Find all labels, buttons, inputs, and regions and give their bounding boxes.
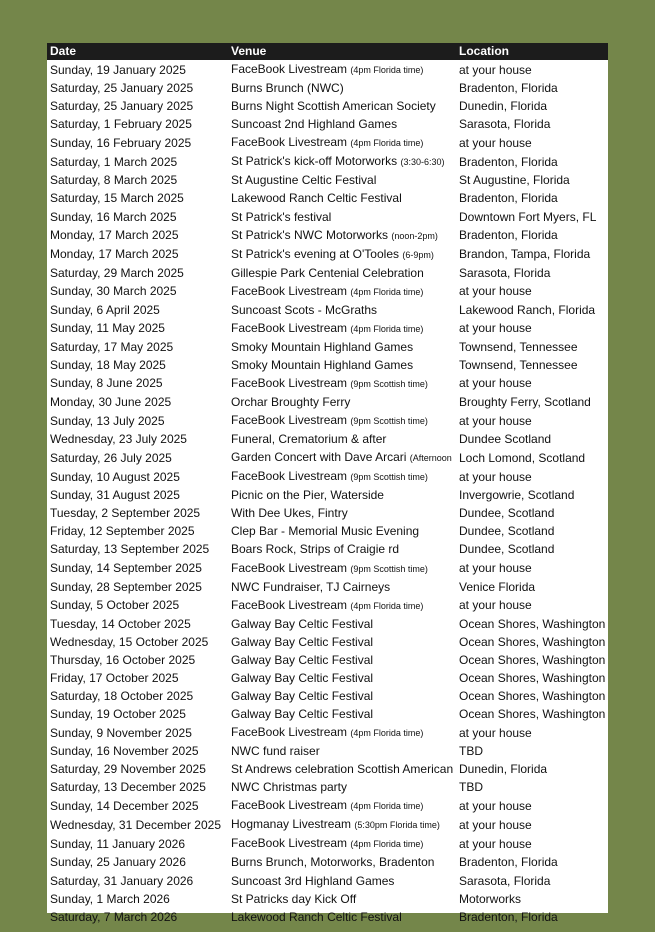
- venue-text: Hogmanay Livestream: [231, 817, 352, 832]
- cell-location: Bradenton, Florida: [459, 191, 558, 206]
- table-row: [47, 245, 608, 264]
- table-row: [47, 705, 608, 723]
- cell-location: Venice Florida: [459, 579, 536, 594]
- cell-venue: [228, 890, 456, 908]
- venue-text: FaceBook Livestream: [231, 798, 348, 813]
- cell-date: Sunday, 16 February 2025: [50, 135, 192, 150]
- header-venue: Venue: [231, 44, 267, 58]
- cell-venue: [228, 115, 456, 133]
- cell-date: Sunday, 11 May 2025: [50, 321, 165, 336]
- cell-location: Downtown Fort Myers, FL: [459, 209, 597, 224]
- cell-venue: [228, 578, 456, 596]
- venue-text: Burns Brunch (NWC): [231, 81, 344, 96]
- cell-location: at your house: [459, 321, 532, 336]
- cell-location: at your house: [459, 376, 532, 391]
- cell-date: Sunday, 16 March 2025: [50, 209, 177, 224]
- table-row: [47, 282, 608, 301]
- table-row: [47, 115, 608, 133]
- schedule-sheet: [47, 43, 608, 924]
- venue-text: Smoky Mountain Highland Games: [231, 339, 414, 354]
- cell-date: Thursday, 16 October 2025: [50, 652, 196, 667]
- cell-location: Ocean Shores, Washington: [459, 652, 606, 667]
- cell-venue: [228, 264, 456, 282]
- cell-date: Monday, 17 March 2025: [50, 247, 179, 262]
- table-header: [47, 43, 608, 60]
- venue-text: St Patrick's festival: [231, 209, 332, 224]
- cell-location: TBD: [459, 744, 483, 759]
- table-row: [47, 742, 608, 760]
- cell-venue: [228, 834, 456, 853]
- venue-time-note: (9pm Scottish time): [350, 472, 428, 483]
- cell-venue: [228, 319, 456, 338]
- table-row: [47, 133, 608, 152]
- cell-date: Tuesday, 2 September 2025: [50, 506, 201, 521]
- cell-venue: [228, 633, 456, 651]
- cell-venue: [228, 815, 456, 834]
- venue-text: FaceBook Livestream: [231, 135, 348, 150]
- cell-date: Sunday, 30 March 2025: [50, 284, 177, 299]
- cell-venue: [228, 687, 456, 705]
- table-row: [47, 319, 608, 338]
- table-row: [47, 60, 608, 79]
- header-date: Date: [50, 44, 77, 58]
- cell-venue: [228, 152, 456, 171]
- venue-text: NWC Christmas party: [231, 780, 348, 795]
- cell-location: Sarasota, Florida: [459, 117, 551, 132]
- cell-date: Sunday, 16 November 2025: [50, 744, 199, 759]
- cell-venue: [228, 559, 456, 578]
- table-row: [47, 97, 608, 115]
- venue-text: Galway Bay Celtic Festival: [231, 689, 374, 704]
- venue-time-note: (4pm Florida time): [350, 600, 424, 611]
- venue-text: With Dee Ukes, Fintry: [231, 506, 348, 521]
- cell-venue: [228, 171, 456, 189]
- cell-venue: [228, 669, 456, 687]
- cell-location: Dundee, Scotland: [459, 542, 555, 557]
- cell-location: Townsend, Tennessee: [459, 339, 578, 354]
- cell-date: Sunday, 9 November 2025: [50, 725, 192, 740]
- cell-venue: [228, 760, 456, 778]
- cell-date: Sunday, 14 December 2025: [50, 798, 199, 813]
- venue-text: NWC Fundraiser, TJ Cairneys: [231, 579, 391, 594]
- table-row: [47, 522, 608, 540]
- schedule-table: [47, 43, 608, 926]
- cell-date: Sunday, 14 September 2025: [50, 561, 202, 575]
- cell-location: Dundee Scotland: [459, 432, 552, 447]
- cell-location: Townsend, Tennessee: [459, 357, 578, 372]
- venue-text: Suncoast 3rd Highland Games: [231, 873, 395, 888]
- cell-venue: [228, 615, 456, 633]
- table-row: [47, 834, 608, 853]
- cell-date: Wednesday, 15 October 2025: [50, 634, 209, 649]
- cell-location: Loch Lomond, Scotland: [459, 450, 586, 465]
- cell-location: Bradenton, Florida: [459, 909, 558, 924]
- cell-location: at your house: [459, 135, 532, 150]
- cell-date: Saturday, 29 March 2025: [50, 265, 184, 280]
- cell-date: Saturday, 18 October 2025: [50, 689, 194, 704]
- table-row: [47, 430, 608, 448]
- venue-text: Clep Bar - Memorial Music Evening: [231, 524, 420, 539]
- cell-location: Invergowrie, Scotland: [459, 488, 575, 503]
- venue-time-note: (4pm Florida time): [350, 323, 424, 334]
- table-row: [47, 578, 608, 596]
- cell-venue: [228, 705, 456, 723]
- cell-date: Monday, 30 June 2025: [50, 394, 172, 409]
- venue-text: Garden Concert with Dave Arcari: [231, 450, 407, 465]
- cell-date: Sunday, 11 January 2026: [50, 836, 185, 851]
- cell-date: Wednesday, 23 July 2025: [50, 432, 187, 447]
- cell-date: Sunday, 19 January 2025: [50, 62, 186, 77]
- cell-location: Ocean Shores, Washington: [459, 616, 606, 631]
- cell-venue: [228, 207, 456, 225]
- venue-text: Gillespie Park Centenial Celebration: [231, 265, 424, 280]
- table-row: [47, 796, 608, 815]
- cell-date: Monday, 17 March 2025: [50, 228, 179, 243]
- table-row: [47, 411, 608, 430]
- cell-venue: [228, 301, 456, 319]
- cell-date: Saturday, 17 May 2025: [50, 339, 174, 354]
- cell-location: Brandon, Tampa, Florida: [459, 247, 591, 262]
- cell-venue: [228, 467, 456, 486]
- venue-text: Galway Bay Celtic Festival: [231, 707, 374, 722]
- venue-text: Galway Bay Celtic Festival: [231, 634, 374, 649]
- table-row: [47, 207, 608, 225]
- cell-venue: [228, 723, 456, 742]
- cell-location: Ocean Shores, Washington: [459, 707, 606, 722]
- table-row: [47, 615, 608, 633]
- venue-text: Picnic on the Pier, Waterside: [231, 488, 384, 503]
- cell-venue: [228, 282, 456, 301]
- cell-venue: [228, 338, 456, 356]
- cell-location: Broughty Ferry, Scotland: [459, 394, 591, 409]
- venue-time-note: (9pm Scottish time): [350, 378, 428, 389]
- cell-location: Ocean Shores, Washington: [459, 670, 606, 685]
- cell-venue: [228, 189, 456, 207]
- cell-location: at your house: [459, 817, 532, 832]
- cell-location: at your house: [459, 469, 532, 484]
- cell-date: Sunday, 5 October 2025: [50, 598, 180, 613]
- cell-venue: [228, 742, 456, 760]
- venue-text: Suncoast 2nd Highland Games: [231, 117, 398, 132]
- table-row: [47, 226, 608, 245]
- table-row: [47, 890, 608, 908]
- cell-location: Ocean Shores, Washington: [459, 634, 606, 649]
- table-row: [47, 908, 608, 926]
- venue-text: St Patrick's evening at O'Tooles: [231, 246, 399, 261]
- cell-location: at your house: [459, 561, 532, 575]
- table-row: [47, 393, 608, 411]
- venue-time-note: (Afternoon: [409, 453, 452, 464]
- cell-location: at your house: [459, 836, 532, 851]
- table-row: [47, 723, 608, 742]
- venue-text: FaceBook Livestream: [231, 375, 348, 390]
- venue-text: St Andrews celebration Scottish American: [231, 762, 454, 777]
- cell-venue: [228, 393, 456, 411]
- cell-venue: [228, 226, 456, 245]
- cell-location: at your house: [459, 798, 532, 813]
- venue-text: Burns Night Scottish American Society: [231, 99, 436, 114]
- venue-text: Boars Rock, Strips of Craigie rd: [231, 542, 400, 557]
- venue-text: Burns Brunch, Motorworks, Bradenton: [231, 855, 435, 870]
- table-row: [47, 760, 608, 778]
- venue-time-note: (4pm Florida time): [350, 801, 424, 812]
- cell-location: Bradenton, Florida: [459, 154, 558, 169]
- table-row: [47, 815, 608, 834]
- cell-date: Sunday, 6 April 2025: [50, 302, 160, 317]
- header-row: [47, 43, 608, 60]
- cell-location: Sarasota, Florida: [459, 873, 551, 888]
- cell-date: Saturday, 13 September 2025: [50, 542, 210, 557]
- venue-text: St Patrick's NWC Motorworks: [231, 227, 388, 242]
- venue-text: FaceBook Livestream: [231, 320, 348, 335]
- venue-time-note: (3:30-6:30): [400, 157, 445, 168]
- cell-venue: [228, 97, 456, 115]
- table-row: [47, 651, 608, 669]
- cell-date: Tuesday, 14 October 2025: [50, 616, 191, 631]
- cell-venue: [228, 133, 456, 152]
- venue-time-note: (5:30pm Florida time): [354, 820, 440, 831]
- venue-text: St Patricks day Kick Off: [231, 891, 357, 906]
- cell-venue: [228, 245, 456, 264]
- cell-venue: [228, 872, 456, 890]
- cell-date: Saturday, 1 February 2025: [50, 117, 192, 132]
- venue-text: Smoky Mountain Highland Games: [231, 357, 414, 372]
- cell-venue: [228, 448, 456, 467]
- cell-venue: [228, 486, 456, 504]
- cell-date: Sunday, 19 October 2025: [50, 707, 186, 722]
- venue-time-note: (9pm Scottish time): [350, 563, 428, 574]
- venue-time-note: (9pm Scottish time): [350, 416, 428, 427]
- cell-date: Saturday, 26 July 2025: [50, 450, 172, 465]
- venue-text: FaceBook Livestream: [231, 725, 348, 740]
- cell-date: Saturday, 25 January 2025: [50, 99, 194, 114]
- table-row: [47, 559, 608, 578]
- venue-time-note: (6-9pm): [402, 249, 434, 260]
- venue-time-note: (4pm Florida time): [350, 839, 424, 850]
- venue-text: FaceBook Livestream: [231, 413, 348, 428]
- cell-venue: [228, 374, 456, 393]
- cell-date: Saturday, 15 March 2025: [50, 191, 184, 206]
- cell-venue: [228, 540, 456, 558]
- cell-date: Saturday, 31 January 2026: [50, 873, 194, 888]
- table-row: [47, 778, 608, 796]
- cell-location: Lakewood Ranch, Florida: [459, 302, 596, 317]
- venue-time-note: (4pm Florida time): [350, 728, 424, 739]
- table-row: [47, 79, 608, 97]
- cell-location: Bradenton, Florida: [459, 855, 558, 870]
- venue-text: Lakewood Ranch Celtic Festival: [231, 909, 402, 924]
- venue-text: FaceBook Livestream: [231, 283, 348, 298]
- venue-time-note: (4pm Florida time): [350, 65, 424, 75]
- venue-text: Galway Bay Celtic Festival: [231, 616, 374, 631]
- table-row: [47, 669, 608, 687]
- venue-text: FaceBook Livestream: [231, 469, 348, 484]
- cell-location: Dunedin, Florida: [459, 99, 548, 114]
- cell-venue: [228, 430, 456, 448]
- venue-text: FaceBook Livestream: [231, 597, 348, 612]
- cell-venue: [228, 356, 456, 374]
- venue-text: FaceBook Livestream: [231, 62, 348, 76]
- cell-date: Wednesday, 31 December 2025: [50, 817, 221, 832]
- table-row: [47, 872, 608, 890]
- cell-date: Sunday, 28 September 2025: [50, 579, 202, 594]
- cell-date: Sunday, 13 July 2025: [50, 413, 165, 428]
- table-row: [47, 486, 608, 504]
- table-row: [47, 264, 608, 282]
- cell-venue: [228, 504, 456, 522]
- cell-date: Saturday, 13 December 2025: [50, 780, 206, 795]
- venue-text: Galway Bay Celtic Festival: [231, 652, 374, 667]
- cell-location: Ocean Shores, Washington: [459, 689, 606, 704]
- table-row: [47, 152, 608, 171]
- cell-venue: [228, 853, 456, 871]
- venue-time-note: (4pm Florida time): [350, 286, 424, 297]
- cell-location: Bradenton, Florida: [459, 81, 558, 96]
- cell-location: at your house: [459, 598, 532, 613]
- table-row: [47, 338, 608, 356]
- table-row: [47, 189, 608, 207]
- cell-location: Dunedin, Florida: [459, 762, 548, 777]
- cell-date: Sunday, 8 June 2025: [50, 376, 163, 391]
- table-row: [47, 633, 608, 651]
- cell-date: Friday, 17 October 2025: [50, 670, 179, 685]
- table-row: [47, 504, 608, 522]
- venue-text: St Patrick's kick-off Motorworks: [231, 154, 398, 169]
- cell-location: Motorworks: [459, 891, 522, 906]
- cell-date: Sunday, 10 August 2025: [50, 469, 180, 484]
- cell-date: Sunday, 1 March 2026: [50, 891, 170, 906]
- cell-location: at your house: [459, 413, 532, 428]
- cell-venue: [228, 796, 456, 815]
- cell-date: Sunday, 18 May 2025: [50, 357, 166, 372]
- cell-venue: [228, 79, 456, 97]
- table-row: [47, 540, 608, 558]
- table-row: [47, 301, 608, 319]
- venue-text: NWC fund raiser: [231, 744, 320, 759]
- cell-location: at your house: [459, 62, 532, 77]
- cell-date: Saturday, 8 March 2025: [50, 173, 178, 188]
- table-row: [47, 448, 608, 467]
- venue-text: Lakewood Ranch Celtic Festival: [231, 191, 402, 206]
- cell-date: Saturday, 7 March 2026: [50, 909, 178, 924]
- cell-venue: [228, 908, 456, 926]
- cell-location: Dundee, Scotland: [459, 524, 555, 539]
- cell-location: at your house: [459, 725, 532, 740]
- cell-date: Saturday, 25 January 2025: [50, 81, 194, 96]
- venue-time-note: (4pm Florida time): [350, 138, 424, 149]
- table-row: [47, 596, 608, 615]
- venue-text: St Augustine Celtic Festival: [231, 173, 377, 188]
- cell-location: TBD: [459, 780, 483, 795]
- venue-text: Suncoast Scots - McGraths: [231, 302, 378, 317]
- cell-venue: [228, 596, 456, 615]
- cell-venue: [228, 60, 456, 79]
- cell-date: Saturday, 1 March 2025: [50, 154, 178, 169]
- venue-text: Funeral, Crematorium & after: [231, 432, 387, 447]
- cell-date: Sunday, 25 January 2026: [50, 855, 186, 870]
- table-row: [47, 374, 608, 393]
- table-row: [47, 687, 608, 705]
- cell-location: at your house: [459, 284, 532, 299]
- venue-text: FaceBook Livestream: [231, 836, 348, 851]
- venue-time-note: (noon-2pm): [391, 230, 438, 241]
- cell-location: Sarasota, Florida: [459, 265, 551, 280]
- cell-location: Bradenton, Florida: [459, 228, 558, 243]
- venue-text: Galway Bay Celtic Festival: [231, 670, 374, 685]
- table-row: [47, 467, 608, 486]
- cell-location: Dundee, Scotland: [459, 506, 555, 521]
- table-row: [47, 171, 608, 189]
- cell-date: Friday, 12 September 2025: [50, 524, 195, 539]
- cell-venue: [228, 411, 456, 430]
- venue-text: FaceBook Livestream: [231, 560, 348, 575]
- cell-date: Saturday, 29 November 2025: [50, 762, 206, 777]
- cell-venue: [228, 778, 456, 796]
- cell-date: Sunday, 31 August 2025: [50, 488, 180, 503]
- cell-location: St Augustine, Florida: [459, 173, 570, 188]
- cell-venue: [228, 522, 456, 540]
- venue-text: Orchar Broughty Ferry: [231, 394, 351, 409]
- header-location: Location: [459, 44, 509, 58]
- cell-venue: [228, 651, 456, 669]
- table-row: [47, 356, 608, 374]
- table-row: [47, 853, 608, 871]
- table-body: [47, 60, 608, 926]
